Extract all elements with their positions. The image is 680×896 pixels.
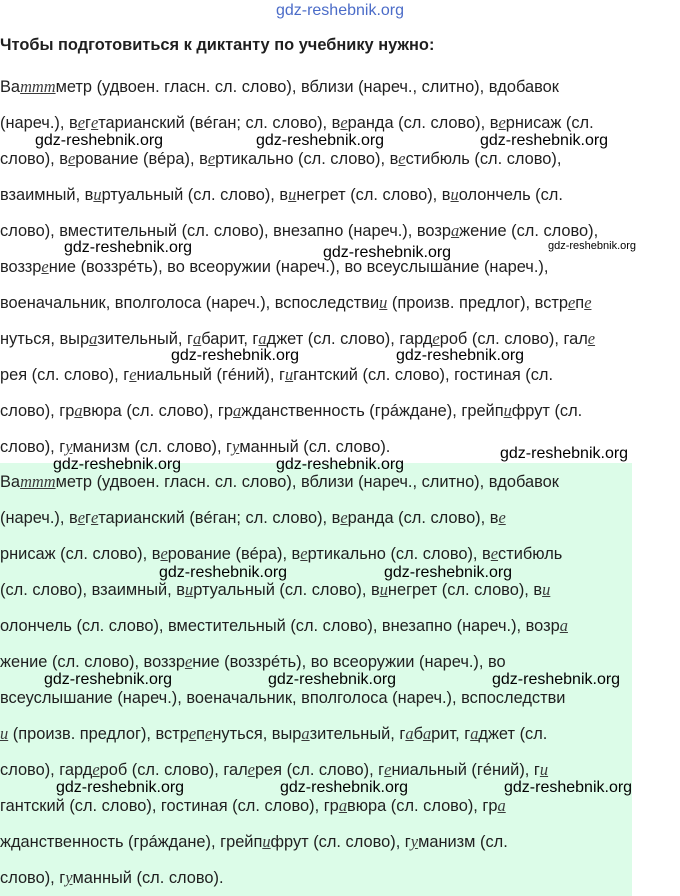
watermark: gdz-reshebnik.org xyxy=(159,564,288,581)
spelling-letter: е xyxy=(77,508,85,527)
text-fragment: тарианский (вéган; сл. слово), в xyxy=(98,114,341,132)
text-fragment: ранда (сл. слово), в xyxy=(347,114,499,132)
text-fragment: г xyxy=(84,114,91,132)
text-fragment: джет (сл. слово), гард xyxy=(266,330,433,348)
text-fragment: ниальный (гéний), г xyxy=(391,761,540,779)
site-watermark-top: gdz-reshebnik.org xyxy=(275,2,405,19)
spelling-letter: а xyxy=(258,329,267,348)
spelling-letter: е xyxy=(340,113,348,132)
text-fragment: Ва xyxy=(0,473,21,491)
text-fragment: манизм (сл. слово), г xyxy=(72,438,233,456)
spelling-letter: ттт xyxy=(20,472,56,491)
spelling-letter: е xyxy=(398,149,406,168)
spelling-letter: е xyxy=(384,760,392,779)
text-line xyxy=(0,580,550,600)
spelling-letter: а xyxy=(338,796,348,815)
text-fragment: ние (воззрéть), во всеоружии (нареч.), во всеуслышание (нареч.), xyxy=(48,258,549,276)
spelling-letter: е xyxy=(92,760,100,779)
text-fragment: зительный, г xyxy=(97,330,194,348)
spelling-letter: а xyxy=(89,329,98,348)
text-line xyxy=(0,688,565,708)
watermark: gdz-reshebnik.org xyxy=(44,671,173,688)
spelling-letter: у xyxy=(410,832,419,851)
spelling-letter: и xyxy=(288,185,297,204)
spelling-letter: е xyxy=(490,544,499,563)
text-fragment: стибюль (сл. слово), xyxy=(405,150,562,168)
spelling-letter: е xyxy=(205,724,213,743)
text-fragment: взаимный, в xyxy=(0,186,94,204)
spelling-letter: а xyxy=(405,724,414,743)
text-line xyxy=(0,401,582,421)
text-fragment: ранда (сл. слово), в xyxy=(347,509,499,527)
text-fragment: ниальный (гéний), г xyxy=(136,366,285,384)
watermark: gdz-reshebnik.org xyxy=(53,456,182,473)
text-fragment: жданственность (грáждане), грейп xyxy=(241,402,504,420)
text-fragment: барит, г xyxy=(201,330,259,348)
spelling-letter: е xyxy=(160,544,168,563)
text-fragment: рование (вéра), в xyxy=(167,545,301,563)
watermark: gdz-reshebnik.org xyxy=(504,779,633,796)
spelling-letter: и xyxy=(262,832,271,851)
text-fragment: манизм (сл. xyxy=(418,833,508,851)
watermark: gdz-reshebnik.org xyxy=(276,456,405,473)
text-fragment: слово), г xyxy=(0,438,66,456)
spelling-letter: у xyxy=(65,437,73,456)
text-fragment: ртикально (сл. слово), в xyxy=(215,150,399,168)
spelling-letter: и xyxy=(184,580,194,599)
spelling-letter: е xyxy=(498,508,506,527)
text-fragment: Ва xyxy=(0,78,21,96)
spelling-letter: е xyxy=(184,652,193,671)
text-fragment: военачальник, вполголоса (нареч.), вспоследстви xyxy=(0,294,380,312)
text-line xyxy=(0,149,561,169)
text-fragment: ртикально (сл. слово), в xyxy=(307,545,491,563)
spelling-letter: е xyxy=(300,544,308,563)
watermark: gdz-reshebnik.org xyxy=(256,132,385,149)
text-fragment: рование (вéра), в xyxy=(75,150,208,168)
text-fragment: всеуслышание (нареч.), военачальник, вполголоса (нареч.), вспоследстви xyxy=(0,689,566,707)
spelling-letter: е xyxy=(77,113,85,132)
text-fragment: (сл. слово), взаимный, в xyxy=(0,581,185,599)
text-line xyxy=(0,832,508,852)
spelling-letter: е xyxy=(188,724,197,743)
text-fragment: (нареч.), в xyxy=(0,509,78,527)
text-fragment: жение (сл. слово), xyxy=(459,222,599,240)
text-fragment: рнисаж (сл. xyxy=(505,114,594,132)
text-fragment: олончель (сл. слово), вместительный (сл. слово), внезапно (нареч.), возр xyxy=(0,617,560,635)
text-line xyxy=(0,221,598,241)
text-line xyxy=(0,113,594,133)
watermark: gdz-reshebnik.org xyxy=(548,240,637,252)
watermark: gdz-reshebnik.org xyxy=(500,445,629,462)
text-line xyxy=(0,472,559,492)
spelling-letter: е xyxy=(41,257,49,276)
text-fragment: метр (удвоен. гласн. сл. слово), вблизи (нареч., слитно), вдобавок xyxy=(55,78,559,96)
text-fragment: джет (сл. xyxy=(478,725,548,743)
watermark: gdz-reshebnik.org xyxy=(396,347,525,364)
watermark: gdz-reshebnik.org xyxy=(384,564,513,581)
text-fragment: ние (воззрéть), во всеоружии (нареч.), во xyxy=(192,653,506,671)
text-fragment: нуться, выр xyxy=(0,330,90,348)
spelling-letter: е xyxy=(207,149,216,168)
text-fragment: ртуальный (сл. слово), в xyxy=(193,581,380,599)
text-line xyxy=(0,293,591,313)
text-fragment: слово), гард xyxy=(0,761,93,779)
watermark: gdz-reshebnik.org xyxy=(64,239,193,256)
text-fragment: жение (сл. слово), воззр xyxy=(0,653,185,671)
spelling-letter: а xyxy=(450,221,460,240)
text-fragment: слово), гр xyxy=(0,402,75,420)
spelling-letter: е xyxy=(247,760,255,779)
text-fragment: слово), г xyxy=(0,869,66,887)
watermark: gdz-reshebnik.org xyxy=(56,779,185,796)
text-fragment: негрет (сл. слово), в xyxy=(296,186,451,204)
watermark: gdz-reshebnik.org xyxy=(480,132,609,149)
spelling-letter: и xyxy=(284,365,294,384)
spelling-letter: у xyxy=(232,437,240,456)
spelling-letter: и xyxy=(379,293,388,312)
spelling-letter: и xyxy=(539,760,549,779)
heading: Чтобы подготовиться к диктанту по учебнику нужно: xyxy=(0,36,435,54)
text-fragment: манный (сл. слово). xyxy=(72,869,224,887)
text-line xyxy=(0,257,548,277)
text-fragment: фрут (сл. xyxy=(511,402,583,420)
text-line xyxy=(0,329,595,349)
text-fragment: слово), вместительный (сл. слово), внезапно (нареч.), возр xyxy=(0,222,451,240)
spelling-letter: а xyxy=(193,329,202,348)
text-line xyxy=(0,796,506,816)
text-fragment: рит, г xyxy=(431,725,471,743)
spelling-letter: а xyxy=(74,401,83,420)
watermark: gdz-reshebnik.org xyxy=(35,132,164,149)
spelling-letter: и xyxy=(542,580,551,599)
text-fragment: рнисаж (сл. слово), в xyxy=(0,545,161,563)
spelling-letter: е xyxy=(587,329,596,348)
text-line xyxy=(0,724,547,744)
text-line xyxy=(0,760,548,780)
spelling-letter: у xyxy=(65,868,73,887)
text-fragment: гантский (сл. слово), гостиная (сл. слово), гр xyxy=(0,797,339,815)
text-fragment: ртуальный (сл. слово), в xyxy=(101,186,289,204)
spelling-letter: а xyxy=(497,796,506,815)
spelling-letter: е xyxy=(90,508,99,527)
text-fragment: манный (сл. слово). xyxy=(239,438,391,456)
text-fragment: олончель (сл. xyxy=(458,186,563,204)
text-line xyxy=(0,868,224,888)
spelling-letter: а xyxy=(301,724,310,743)
text-line xyxy=(0,544,562,564)
text-fragment: метр (удвоен. гласн. сл. слово), вблизи (нареч., слитно), вдобавок xyxy=(55,473,559,491)
spelling-letter: е xyxy=(498,113,506,132)
text-line xyxy=(0,185,563,205)
spelling-letter: и xyxy=(379,580,388,599)
text-fragment: вюра (сл. слово), гр xyxy=(82,402,234,420)
text-fragment: негрет (сл. слово), в xyxy=(387,581,543,599)
watermark: gdz-reshebnik.org xyxy=(280,779,409,796)
text-line xyxy=(0,652,506,672)
text-fragment: (произв. предлог), встр xyxy=(8,725,189,743)
spelling-letter: и xyxy=(450,185,459,204)
text-fragment: роб (сл. слово), гал xyxy=(99,761,248,779)
watermark: gdz-reshebnik.org xyxy=(492,671,621,688)
spelling-letter: а xyxy=(559,616,568,635)
text-line xyxy=(0,365,553,385)
text-fragment: жданственность (грáждане), грейп xyxy=(0,833,263,851)
spelling-letter: а xyxy=(233,401,242,420)
watermark: gdz-reshebnik.org xyxy=(268,671,397,688)
text-fragment: роб (сл. слово), гал xyxy=(439,330,588,348)
text-fragment: рея (сл. слово), г xyxy=(0,366,130,384)
text-fragment: п xyxy=(575,294,585,312)
spelling-letter: ттт xyxy=(20,77,56,96)
text-fragment: (нареч.), в xyxy=(0,114,78,132)
text-line xyxy=(0,437,390,457)
spelling-letter: е xyxy=(340,508,348,527)
text-line xyxy=(0,616,568,636)
text-line xyxy=(0,508,506,528)
text-fragment: воззр xyxy=(0,258,42,276)
spelling-letter: е xyxy=(67,149,76,168)
spelling-letter: е xyxy=(584,293,592,312)
text-fragment: (произв. предлог), встр xyxy=(387,294,569,312)
spelling-letter: и xyxy=(0,724,9,743)
watermark: gdz-reshebnik.org xyxy=(171,347,300,364)
text-fragment: рея (сл. слово), г xyxy=(254,761,385,779)
text-line xyxy=(0,77,559,97)
spelling-letter: а xyxy=(470,724,479,743)
text-fragment: нуться, выр xyxy=(212,725,302,743)
spelling-letter: е xyxy=(90,113,99,132)
spelling-letter: е xyxy=(129,365,137,384)
text-fragment: тарианский (вéган; сл. слово), в xyxy=(98,509,341,527)
text-fragment: вюра (сл. слово), гр xyxy=(347,797,498,815)
spelling-letter: е xyxy=(568,293,576,312)
text-fragment: фрут (сл. слово), г xyxy=(270,833,411,851)
text-fragment: б xyxy=(413,725,423,743)
text-fragment: гантский (сл. слово), гостиная (сл. xyxy=(293,366,554,384)
text-fragment: г xyxy=(84,509,91,527)
spelling-letter: а xyxy=(422,724,432,743)
spelling-letter: и xyxy=(503,401,512,420)
spelling-letter: и xyxy=(93,185,102,204)
spelling-letter: е xyxy=(432,329,440,348)
text-fragment: п xyxy=(196,725,206,743)
text-fragment: слово), в xyxy=(0,150,68,168)
text-fragment: зительный, г xyxy=(309,725,406,743)
watermark: gdz-reshebnik.org xyxy=(323,244,452,261)
text-fragment: стибюль xyxy=(498,545,563,563)
